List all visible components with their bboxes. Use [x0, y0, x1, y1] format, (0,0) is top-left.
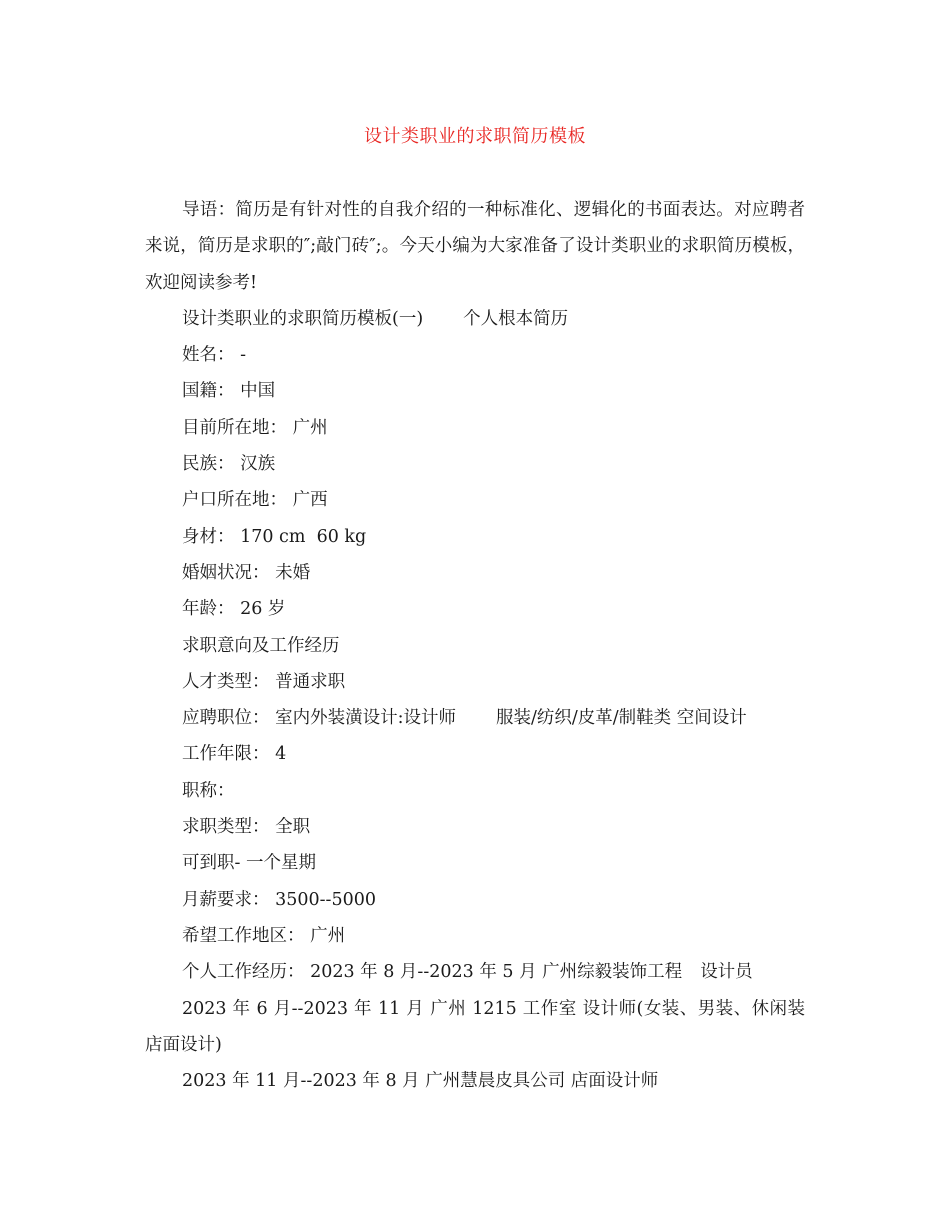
- section-heading-line: [145, 301, 805, 337]
- intro-paragraph: 导语：简历是有针对性的自我介绍的一种标准化、逻辑化的书面表达。对应聘者来说，简历是求职的″;敲门砖″;。今天小编为大家准备了设计类职业的求职简历模板，欢迎阅读参考!: [145, 200, 805, 293]
- field-ethnicity: [145, 446, 805, 482]
- field-label: 应聘职位：: [182, 708, 270, 729]
- experience-entry-1: [145, 954, 805, 990]
- field-label: 求职类型：: [182, 817, 270, 838]
- field-build: [145, 519, 805, 555]
- experience-role: 设计员: [700, 962, 753, 983]
- field-value: -: [240, 345, 246, 366]
- field-age: [145, 591, 805, 627]
- experience-text: 2023 年 8 月--2023 年 5 月 广州综毅装饰工程: [310, 962, 683, 983]
- field-label: 婚姻状况：: [182, 562, 270, 583]
- section-heading: 设计类职业的求职简历模板(一): [182, 308, 424, 329]
- field-nationality: [145, 373, 805, 409]
- experience-label: 个人工作经历：: [182, 962, 305, 983]
- field-label: 户口所在地：: [182, 490, 287, 511]
- field-value: 广州: [292, 417, 328, 438]
- field-label: 工作年限：: [182, 744, 270, 765]
- field-value: 全职: [275, 817, 311, 838]
- field-title: [145, 773, 805, 809]
- document-body: [145, 192, 805, 1099]
- field-value-2: 服装/纺织/皮革/制鞋类 空间设计: [495, 708, 747, 729]
- field-value: 广州: [310, 925, 346, 946]
- field-label: 身材：: [182, 526, 235, 547]
- field-label: 姓名：: [182, 345, 235, 366]
- field-label: 目前所在地：: [182, 417, 287, 438]
- field-marital: [145, 555, 805, 591]
- field-value: 广西: [292, 490, 328, 511]
- field-name: [145, 337, 805, 373]
- field-label: 人才类型：: [182, 671, 270, 692]
- field-years: [145, 736, 805, 772]
- field-value: 汉族: [240, 454, 276, 475]
- field-label: 可到职-: [182, 853, 241, 874]
- field-label: 民族：: [182, 454, 235, 475]
- field-value: 室内外装潢设计:设计师: [275, 708, 456, 729]
- field-label: 国籍：: [182, 381, 235, 402]
- field-label: 月薪要求：: [182, 889, 270, 910]
- section-subheading: 个人根本简历: [463, 308, 569, 329]
- field-job-type: [145, 809, 805, 845]
- experience-entry-3: 2023 年 11 月--2023 年 8 月 广州慧晨皮具公司 店面设计师: [182, 1071, 659, 1092]
- field-position: [145, 700, 805, 736]
- field-available: [145, 845, 805, 881]
- field-label: 年龄：: [182, 599, 235, 620]
- document-title: 设计类职业的求职简历模板: [364, 126, 586, 147]
- field-value: 中国: [240, 381, 276, 402]
- field-value: 26 岁: [240, 599, 286, 620]
- experience-entry-2: 2023 年 6 月--2023 年 11 月 广州 1215 工作室 设计师(女装、男装、休闲装店面设计): [145, 998, 805, 1055]
- field-value: 170 cm 60 kg: [240, 526, 367, 547]
- field-value: 3500--5000: [275, 889, 376, 910]
- field-value: 未婚: [275, 562, 311, 583]
- field-value: 普通求职: [275, 671, 346, 692]
- field-region: [145, 918, 805, 954]
- field-location: [145, 410, 805, 446]
- field-salary: [145, 882, 805, 918]
- field-talent-type: [145, 664, 805, 700]
- field-value: 4: [275, 744, 287, 765]
- field-label: 希望工作地区：: [182, 925, 305, 946]
- field-hukou: [145, 482, 805, 518]
- field-label: 职称：: [182, 780, 235, 801]
- field-value: 一个星期: [246, 853, 316, 874]
- intent-heading: 求职意向及工作经历: [182, 635, 340, 656]
